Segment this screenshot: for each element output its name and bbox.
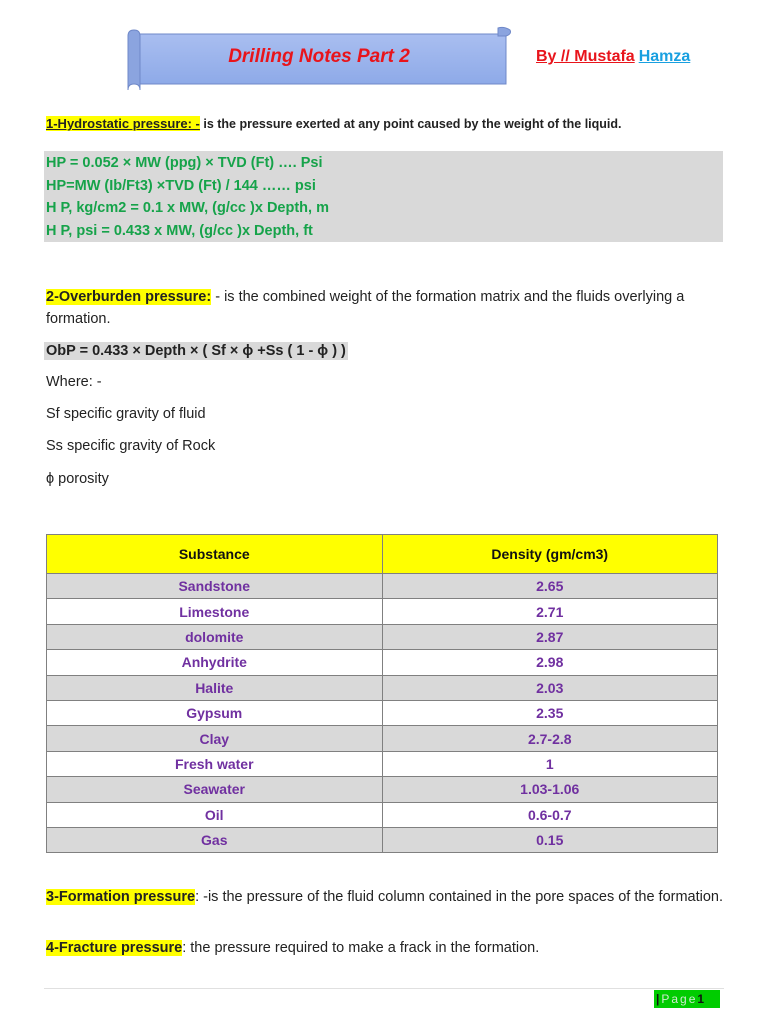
author-last-name: Hamza — [638, 48, 691, 65]
footer-divider — [44, 988, 724, 989]
ss-definition: Ss specific gravity of Rock — [46, 438, 216, 454]
substance-cell: dolomite — [47, 624, 383, 649]
fracture-pressure-section — [46, 940, 539, 956]
author-line — [536, 48, 690, 66]
formation-pressure-section — [46, 886, 726, 908]
page-label: Page — [661, 992, 698, 1006]
hydrostatic-heading: 1-Hydrostatic pressure: - — [46, 116, 200, 131]
formula-line: HP = 0.052 × MW (ppg) × TVD (Ft) …. Psi — [46, 155, 323, 171]
overburden-formula: ObP = 0.433 × Depth × ( Sf × ϕ +Ss ( 1 - ϕ ) ) — [46, 343, 346, 359]
formation-pressure-heading: 3-Formation pressure — [46, 889, 196, 905]
table-row — [47, 777, 718, 802]
density-cell: 2.35 — [382, 700, 718, 725]
substance-cell: Gas — [47, 827, 383, 852]
hydrostatic-description: is the pressure exerted at any point caused by the weight of the liquid. — [199, 117, 622, 131]
hydrostatic-formulas — [44, 151, 723, 242]
substance-cell: Clay — [47, 726, 383, 751]
substance-cell: Anhydrite — [47, 650, 383, 675]
formula-line: H P, kg/cm2 = 0.1 x MW, (g/cc )x Depth, m — [46, 200, 329, 216]
sf-definition: Sf specific gravity of fluid — [46, 406, 206, 422]
density-cell: 1 — [382, 751, 718, 776]
table-header-row — [47, 535, 718, 574]
fracture-pressure-description: : the pressure required to make a frack in the formation. — [182, 940, 540, 956]
porosity-definition: ϕ porosity — [46, 471, 109, 487]
substance-cell: Fresh water — [47, 751, 383, 776]
table-row — [47, 675, 718, 700]
table-row — [47, 802, 718, 827]
column-header-density: Density (gm/cm3) — [382, 535, 718, 574]
overburden-heading: 2-Overburden pressure: — [46, 289, 212, 305]
density-cell: 2.71 — [382, 599, 718, 624]
density-cell: 2.7-2.8 — [382, 726, 718, 751]
substance-cell: Limestone — [47, 599, 383, 624]
formation-pressure-description: : -is the pressure of the fluid column contained in the pore spaces of the formation. — [195, 889, 724, 905]
density-table — [46, 534, 718, 853]
table-row — [47, 700, 718, 725]
document-title: Drilling Notes Part 2 — [228, 46, 410, 67]
density-cell: 2.87 — [382, 624, 718, 649]
table-row — [47, 650, 718, 675]
density-cell: 2.03 — [382, 675, 718, 700]
overburden-description: - is the combined weight of the formation matrix and the fluids overlying a formation. — [46, 289, 685, 327]
substance-cell: Sandstone — [47, 574, 383, 599]
substance-cell: Gypsum — [47, 700, 383, 725]
density-cell: 1.03-1.06 — [382, 777, 718, 802]
overburden-section — [46, 286, 726, 330]
substance-cell: Halite — [47, 675, 383, 700]
hydrostatic-section — [46, 116, 622, 131]
density-cell: 2.65 — [382, 574, 718, 599]
where-label: Where: - — [46, 374, 102, 390]
density-cell: 0.15 — [382, 827, 718, 852]
table-row — [47, 599, 718, 624]
density-cell: 0.6-0.7 — [382, 802, 718, 827]
page-bar: | — [656, 992, 660, 1006]
formula-line: HP=MW (Ib/Ft3) ×TVD (Ft) / 144 …… psi — [46, 177, 316, 194]
table-row — [47, 827, 718, 852]
table-row — [47, 726, 718, 751]
fracture-pressure-heading: 4-Fracture pressure — [46, 940, 183, 956]
page-number-box — [654, 990, 720, 1008]
title-banner — [126, 26, 512, 92]
table-row — [47, 574, 718, 599]
substance-cell: Seawater — [47, 777, 383, 802]
table-row — [47, 624, 718, 649]
page-number: 1 — [697, 992, 705, 1006]
density-cell: 2.98 — [382, 650, 718, 675]
substance-cell: Oil — [47, 802, 383, 827]
author-prefix: By // Mustafa — [536, 48, 635, 65]
column-header-substance: Substance — [47, 535, 383, 574]
formula-line: H P, psi = 0.433 x MW, (g/cc )x Depth, ft — [46, 222, 313, 239]
table-row — [47, 751, 718, 776]
